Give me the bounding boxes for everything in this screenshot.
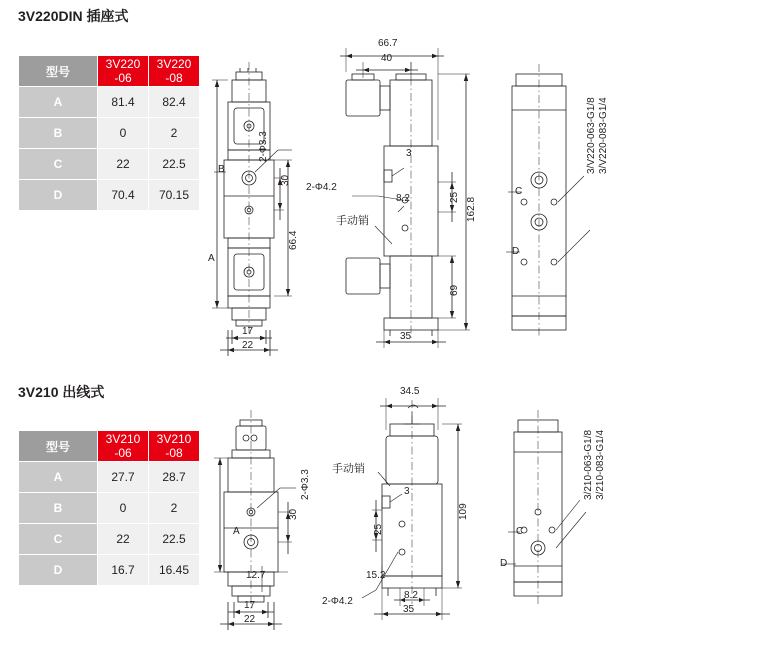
dim-162-8-3v220: 162.8 xyxy=(466,196,477,222)
drawing-3v220-front-view xyxy=(212,62,292,356)
drawing-3v220-back-view xyxy=(506,64,590,338)
dim-2-phi-3-3-3v210: 2-Φ3.3 xyxy=(300,469,311,500)
row-label-c: C xyxy=(19,524,98,555)
dim-b-label-3v220: B xyxy=(218,164,225,175)
cell-c-1: 22 xyxy=(98,524,149,555)
cell-b-1: 0 xyxy=(98,118,149,149)
dim-2-phi-3-3-3v220: 2-Φ3.3 xyxy=(258,131,269,162)
section-title-3v210: 3V210 出线式 xyxy=(18,384,105,400)
dim-25-3v210: 25 xyxy=(373,523,384,535)
dim-66-4-3v220: 66.4 xyxy=(288,230,299,250)
cell-a-2: 82.4 xyxy=(149,87,200,118)
dim-40-3v220: 40 xyxy=(381,53,393,64)
label-manual-pin-3v210: 手动销 xyxy=(332,463,365,475)
cell-a-2: 28.7 xyxy=(149,462,200,493)
row-label-a: A xyxy=(19,87,98,118)
port-thread-g18-3v220: 3/V220-063-G1/8 xyxy=(586,97,597,174)
table-header-label: 型号 xyxy=(19,56,98,87)
cell-d-1: 70.4 xyxy=(98,180,149,211)
model-2-line2: -08 xyxy=(165,71,183,85)
row-label-d: D xyxy=(19,555,98,586)
dim-2-phi-4-2-3v210: 2-Φ4.2 xyxy=(322,596,353,607)
drawing-3v210-back-view xyxy=(502,410,586,606)
cell-b-2: 2 xyxy=(149,118,200,149)
port-thread-g18-3v210: 3/210-063-G1/8 xyxy=(583,429,594,500)
row-label-b: B xyxy=(19,493,98,524)
port-thread-g14-3v210: 3/210-083-G1/4 xyxy=(595,429,606,500)
dim-66-7-3v220: 66.7 xyxy=(378,38,398,49)
dim-22-3v210: 22 xyxy=(244,614,256,625)
cell-c-1: 22 xyxy=(98,149,149,180)
dim-30-3v220: 30 xyxy=(280,174,291,186)
dim-109-3v210: 109 xyxy=(458,503,469,520)
row-label-a: A xyxy=(19,462,98,493)
cell-a-1: 27.7 xyxy=(98,462,149,493)
dim-22-3v220: 22 xyxy=(242,340,254,351)
cell-b-1: 0 xyxy=(98,493,149,524)
dim-3-3v220: 3 xyxy=(406,148,412,159)
cell-b-2: 2 xyxy=(149,493,200,524)
cell-d-2: 16.45 xyxy=(149,555,200,586)
dim-35-3v210: 35 xyxy=(403,604,415,615)
model-2-line2: -08 xyxy=(165,446,183,460)
dim-12-7-3v210: 12.7 xyxy=(246,570,266,581)
dim-3-3v210: 3 xyxy=(404,486,410,497)
dim-17-3v220: 17 xyxy=(242,326,254,337)
dim-15-2-3v210: 15.2 xyxy=(366,570,386,581)
dim-35-3v220: 35 xyxy=(400,331,412,342)
model-1-line1: 3V210 xyxy=(105,432,141,446)
row-label-c: C xyxy=(19,149,98,180)
port-thread-g14-3v220: 3/V220-083-G1/4 xyxy=(598,97,609,174)
dim-17-3v210: 17 xyxy=(244,600,256,611)
model-1-line2: -06 xyxy=(114,71,132,85)
dim-34-5-3v210: 34.5 xyxy=(400,386,420,397)
table-header-label: 型号 xyxy=(19,431,98,462)
row-label-b: B xyxy=(19,118,98,149)
dim-d-3v210-back: D xyxy=(500,558,508,569)
section-title-3v220din: 3V220DIN 插座式 xyxy=(18,8,129,24)
row-label-d: D xyxy=(19,180,98,211)
cell-a-1: 81.4 xyxy=(98,87,149,118)
drawing-3v210-front-view xyxy=(214,410,296,630)
dim-8-2-3v220: 8.2 xyxy=(396,193,410,204)
dim-8-2-3v210: 8.2 xyxy=(404,590,418,601)
model-2-line1: 3V220 xyxy=(156,57,192,71)
cell-c-2: 22.5 xyxy=(149,524,200,555)
dim-69-3v220: 69 xyxy=(449,284,460,296)
model-1-line1: 3V220 xyxy=(105,57,141,71)
dim-d-3v220-back: D xyxy=(512,246,520,257)
drawing-3v210-side-view xyxy=(362,398,462,620)
dim-25-3v220: 25 xyxy=(449,191,460,203)
cell-c-2: 22.5 xyxy=(149,149,200,180)
cell-d-2: 70.15 xyxy=(149,180,200,211)
label-manual-pin-3v220: 手动销 xyxy=(336,215,369,227)
dim-c-3v210-back: C xyxy=(516,526,524,537)
cell-d-1: 16.7 xyxy=(98,555,149,586)
model-2-line1: 3V210 xyxy=(156,432,192,446)
model-1-line2: -06 xyxy=(114,446,132,460)
dim-2-phi-4-2-3v220: 2-Φ4.2 xyxy=(306,182,337,193)
dim-a-label-3v220: A xyxy=(208,253,215,264)
dim-30-3v210: 30 xyxy=(288,508,299,520)
dim-c-3v220-back: C xyxy=(515,186,523,197)
dim-a-label-3v210: A xyxy=(233,526,240,537)
